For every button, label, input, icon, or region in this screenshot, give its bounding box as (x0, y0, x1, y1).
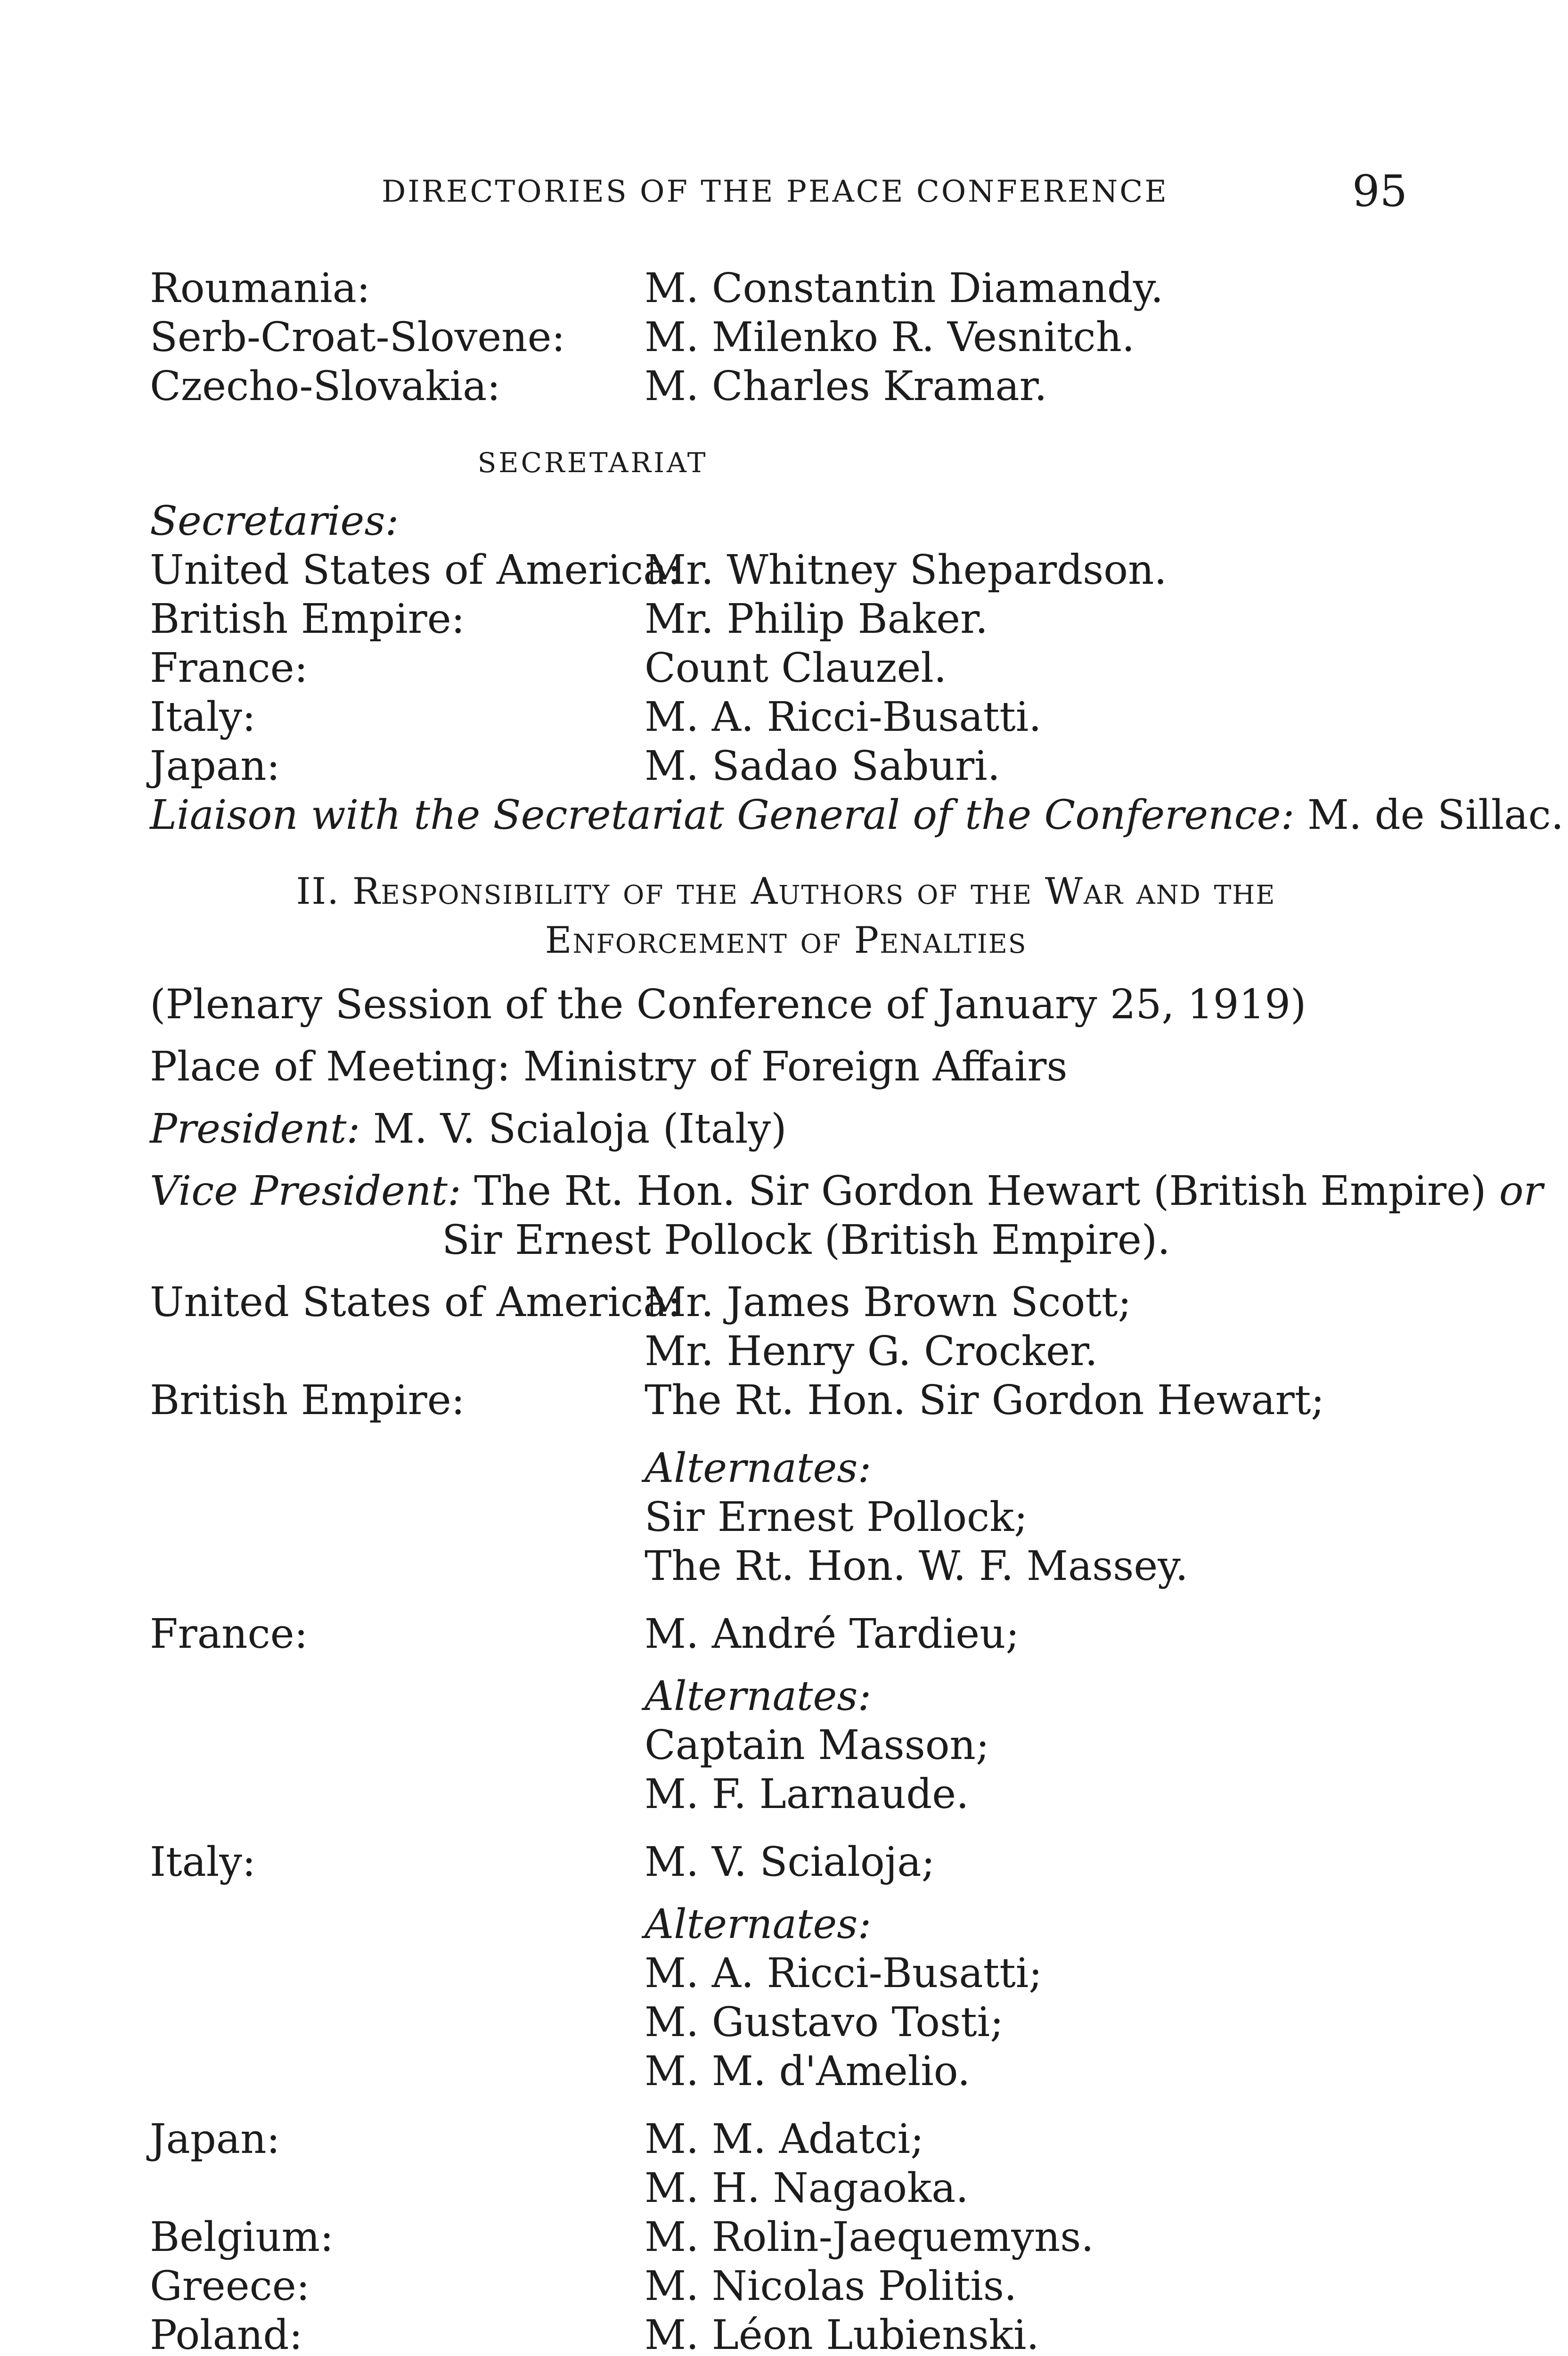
section-title (150, 867, 1422, 965)
secretariat-heading: SECRETARIAT (477, 447, 708, 479)
member-name: M. Rolin-Jaequemyns. (645, 2214, 1094, 2261)
list-item (150, 2115, 1422, 2164)
section-title-line: Enforcement of Penalties (545, 919, 1027, 962)
country-label: Greece: (150, 2263, 310, 2310)
alternate-name: M. F. Larnaude. (645, 1771, 969, 1818)
secretary-name: Mr. Whitney Shepardson. (645, 547, 1167, 594)
page-number: 95 (1352, 166, 1408, 216)
liaison-line (150, 791, 1564, 840)
page-header (0, 166, 1568, 221)
member-name: M. Nicolas Politis. (645, 2263, 1017, 2310)
delegate-name: M. Milenko R. Vesnitch. (645, 314, 1135, 361)
member-name: Mr. Henry G. Crocker. (645, 1328, 1098, 1375)
secretary-name: M. A. Ricci-Busatti. (645, 694, 1042, 741)
secretariat-section (150, 497, 1564, 840)
alternate-name: M. M. d'Amelio. (645, 2048, 971, 2095)
delegate-name: M. Charles Kramar. (645, 363, 1047, 410)
secretary-name: Mr. Philip Baker. (645, 596, 988, 643)
member-name: M. V. Scialoja; (645, 1839, 935, 1886)
alternate-name: Captain Masson; (645, 1722, 989, 1769)
member-name: M. Léon Lubienski. (645, 2312, 1039, 2356)
country-label: Czecho-Slovakia: (150, 363, 501, 410)
alternate-name: The Rt. Hon. W. F. Massey. (645, 1543, 1188, 1590)
country-label: Japan: (150, 743, 280, 790)
country-label: Italy: (150, 1839, 256, 1886)
country-label: Japan: (150, 2116, 280, 2163)
member-name: Mr. James Brown Scott; (645, 1279, 1132, 1326)
members-list (150, 1278, 1422, 2356)
delegate-name: M. Constantin Diamandy. (645, 265, 1164, 312)
list-item (150, 644, 1422, 693)
vice-president-line (150, 1167, 1543, 1216)
president-line (150, 1104, 1422, 1153)
member-name: M. André Tardieu; (645, 1611, 1020, 1658)
list-item (150, 546, 1422, 595)
country-label: Italy: (150, 694, 256, 741)
country-label: Roumania: (150, 265, 370, 312)
country-label: Serb-Croat-Slovene: (150, 314, 565, 361)
alternate-name: Sir Ernest Pollock; (645, 1494, 1028, 1541)
country-label: France: (150, 1611, 308, 1658)
member-name: The Rt. Hon. Sir Gordon Hewart; (645, 1377, 1325, 1424)
member-name: M. H. Nagaoka. (645, 2165, 969, 2212)
secretaries-label: Secretaries: (150, 498, 399, 545)
page-body (150, 264, 1564, 2356)
country-label: France: (150, 645, 308, 692)
list-item (150, 362, 1422, 411)
list-item (150, 264, 1422, 313)
alternates-label: Alternates: (645, 1901, 872, 1948)
vice-president-label: Vice President: (150, 1168, 461, 1215)
country-label: United States of America: (150, 1279, 681, 1326)
vice-president-block (150, 1167, 1543, 1265)
meeting-place: Place of Meeting: Ministry of Foreign Affairs (150, 1043, 1068, 1090)
country-label: Belgium: (150, 2214, 334, 2261)
list-item (150, 2311, 1422, 2356)
list-item (150, 1278, 1422, 1327)
country-label: Poland: (150, 2312, 303, 2356)
vice-president-name: The Rt. Hon. Sir Gordon Hewart (British Empire) (474, 1168, 1486, 1215)
list-item (150, 742, 1422, 791)
secretary-name: M. Sadao Saburi. (645, 743, 1000, 790)
section-title-line: II. Responsibility of the Authors of the War and the (296, 870, 1276, 913)
list-item (150, 1376, 1422, 1425)
liaison-name: M. de Sillac. (1307, 792, 1564, 839)
liaison-label: Liaison with the Secretariat General of the Conference: (150, 792, 1295, 839)
list-item (150, 1838, 1422, 1887)
list-item (150, 313, 1422, 362)
president-name: M. V. Scialoja (Italy) (373, 1105, 787, 1153)
alternate-name: M. A. Ricci-Busatti; (645, 1950, 1043, 1997)
running-title: DIRECTORIES OF THE PEACE CONFERENCE (382, 174, 1168, 209)
secretary-name: Count Clauzel. (645, 645, 947, 692)
alternate-name: M. Gustavo Tosti; (645, 1999, 1004, 2046)
or-word: or (1499, 1168, 1543, 1215)
alternates-label: Alternates: (645, 1673, 872, 1720)
president-label: President: (150, 1105, 360, 1153)
country-label: British Empire: (150, 596, 465, 643)
plenary-note: (Plenary Session of the Conference of January 25, 1919) (150, 981, 1307, 1028)
vice-president-alternate: Sir Ernest Pollock (British Empire). (442, 1217, 1170, 1264)
delegates-list (150, 264, 1422, 411)
alternates-label: Alternates: (645, 1445, 872, 1492)
country-label: British Empire: (150, 1377, 465, 1424)
list-item (150, 595, 1422, 644)
list-item (150, 693, 1422, 742)
list-item (150, 2262, 1422, 2311)
list-item (150, 1610, 1422, 1659)
list-item (150, 2213, 1422, 2262)
country-label: United States of America: (150, 547, 681, 594)
member-name: M. M. Adatci; (645, 2116, 924, 2163)
